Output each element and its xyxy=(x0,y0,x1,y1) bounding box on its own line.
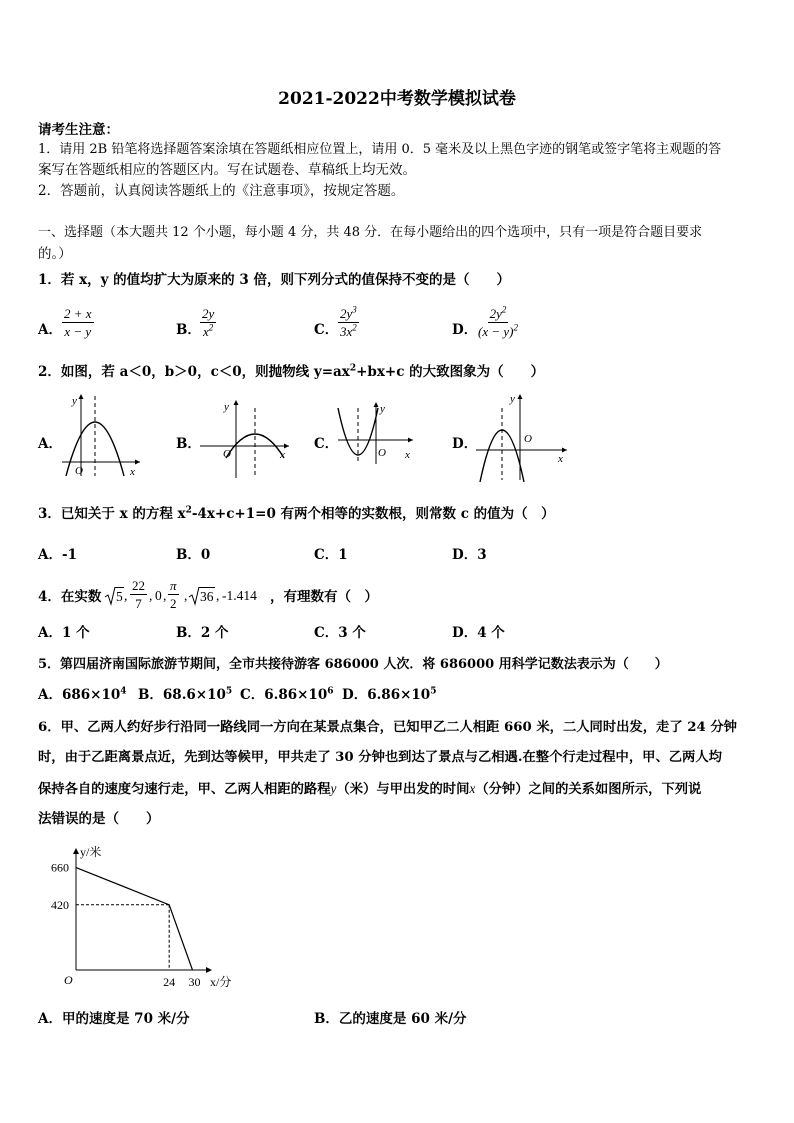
q3-stem: 3．已知关于 x 的方程 $x^2-4x+c+1=0$ 有两个相等的实数根，则常数 c 的值为（ ） xyxy=(38,505,555,522)
q2-option-d-graph xyxy=(472,390,572,482)
x-axis-label: x xyxy=(280,449,285,461)
y-axis-arrow xyxy=(234,400,239,405)
y-axis-label: y xyxy=(380,403,385,415)
q3-option-b: B．0 xyxy=(176,547,211,563)
q2-option-d-label: D． xyxy=(452,436,478,452)
q4-stem-prefix: 4．在实数 xyxy=(38,589,102,605)
q2-option-b-label: B． xyxy=(176,436,201,452)
notice-line-3: 2．答题前，认真阅读答题纸上的《注意事项》，按规定答题。 xyxy=(38,183,405,199)
q1-c-numerator: $2y^3$ xyxy=(340,304,357,321)
y-axis-label: y/米 xyxy=(80,845,102,859)
x-axis-arrow xyxy=(206,967,212,973)
q6-line-2: 时，由于乙距离景点近，先到达等候甲，甲共走了 30 分钟也到达了景点与乙相遇.在整个行走过程中，甲、乙两人均 xyxy=(38,750,722,765)
x-tick-24: 24 xyxy=(163,975,176,989)
x-axis-arrow xyxy=(135,460,140,465)
q4-option-d: D．4 个 xyxy=(452,625,505,641)
q5-option-b: B．$68.6\times 10^5$ xyxy=(138,686,233,703)
q5-option-d: D．$6.86\times 10^5$ xyxy=(342,686,437,703)
q5-option-a: A．$686\times 10^4$ xyxy=(38,686,127,703)
q2-option-c-graph xyxy=(334,398,416,466)
q3-option-c: C．1 xyxy=(314,547,348,563)
q6-distance-time-graph xyxy=(40,840,240,994)
x-axis-label: x/分 xyxy=(210,975,232,989)
q2-option-c-label: C． xyxy=(314,436,339,452)
q1-option-a-label: A． xyxy=(38,322,62,338)
q4-comma: , xyxy=(124,588,128,603)
q1-b-denominator: $x^2$ xyxy=(203,322,214,339)
y-axis-arrow xyxy=(73,848,79,854)
q3-option-a: A．-1 xyxy=(38,547,77,563)
q4-comma: , xyxy=(163,588,167,603)
page-title: 2021-2022中考数学模拟试卷 xyxy=(278,89,516,109)
q4-fraction-pi-2: $\frac{\pi}{2}$ xyxy=(170,578,177,611)
q4-comma: , xyxy=(216,588,220,603)
q1-option-c-fraction xyxy=(338,306,359,339)
q4-option-b: B．2 个 xyxy=(176,625,229,641)
q4-fraction-22-7: $\frac{22}{7}$ xyxy=(132,578,145,611)
q4-last-number: -1.414 xyxy=(222,588,257,603)
q3-option-d: D．3 xyxy=(452,547,487,563)
q1-option-b-fraction xyxy=(200,306,216,339)
q1-option-a-fraction xyxy=(62,306,94,339)
x-axis-label: x xyxy=(558,453,563,465)
y-axis-arrow xyxy=(79,394,84,399)
q1-option-d-fraction xyxy=(476,306,520,339)
q4-stem-suffix: ，有理数有（ ） xyxy=(270,589,378,605)
x-axis-arrow xyxy=(408,438,413,443)
q1-option-b-label: B． xyxy=(176,322,201,338)
q2-option-a-label: A． xyxy=(38,436,62,452)
origin-label: O xyxy=(378,447,386,459)
q4-comma: , xyxy=(184,588,188,603)
y-tick-420: 420 xyxy=(51,897,69,912)
q1-option-d-label: D． xyxy=(452,322,478,338)
q4-comma: , xyxy=(149,588,153,603)
section-heading-line-2: 的。） xyxy=(38,246,72,262)
q6-option-a: A．甲的速度是 70 米/分 xyxy=(38,1011,190,1027)
y-axis-label: y xyxy=(72,395,77,407)
notice-line-1: 1．请用 2B 铅笔将选择题答案涂填在答题纸相应位置上，请用 0．5 毫米及以上黑色字迹的钢笔或签字笔将主观题的答 xyxy=(38,142,722,157)
q4-option-c: C．3 个 xyxy=(314,625,366,641)
origin-label: O xyxy=(64,973,73,987)
q4-zero: 0 xyxy=(155,588,162,603)
origin-label: O xyxy=(75,465,83,477)
q1-a-numerator: 2 + x xyxy=(64,306,92,321)
origin-label: O xyxy=(524,433,532,445)
q5-stem: 5．第四届济南国际旅游节期间，全市共接待游客 686000 人次．将 686000 用科学记数法表示为（ ） xyxy=(38,657,668,672)
q2-option-a-graph xyxy=(58,390,142,478)
q1-stem: 1．若 x，y 的值均扩大为原来的 3 倍，则下列分式的值保持不变的是（ ） xyxy=(38,272,510,288)
q6-line-3: 保持各自的速度匀速行走，甲、乙两人相距的路程y（米）与甲出发的时间x（分钟）之间的关系如图所示，下列说 xyxy=(38,781,702,797)
y-axis-arrow xyxy=(374,402,379,407)
origin-label: O xyxy=(223,448,231,460)
notice-heading: 请考生注意： xyxy=(38,122,119,138)
x-axis-label: x xyxy=(130,466,135,478)
q1-b-numerator: 2y xyxy=(202,306,215,321)
y-axis-label: y xyxy=(510,393,515,405)
x-axis-arrow xyxy=(284,444,289,449)
q1-d-numerator: $2y^2$ xyxy=(489,304,507,321)
x-axis-label: x xyxy=(405,449,410,461)
q1-c-denominator: $3x^2$ xyxy=(340,322,357,339)
q5-option-c: C．$6.86\times 10^6$ xyxy=(240,686,334,703)
q2-option-b-graph xyxy=(196,396,292,480)
section-heading-line-1: 一、选择题（本大题共 12 个小题，每小题 4 分，共 48 分．在每小题给出的四个选项中，只有一项是符合题目要求 xyxy=(38,225,703,240)
q6-line-1: 6．甲、乙两人约好步行沿同一路线同一方向在某景点集合，已知甲乙二人相距 660 米，二人同时出发，走了 24 分钟 xyxy=(38,720,737,735)
y-tick-660: 660 xyxy=(51,860,69,875)
q2-stem: 2．如图，若 a＜0，b＞0，c＜0，则抛物线 $y=ax^2+bx+c$ 的大致图象为（ ） xyxy=(38,363,545,380)
x-tick-30: 30 xyxy=(188,975,201,989)
notice-line-2: 案写在答题纸相应的答题区内。写在试题卷、草稿纸上均无效。 xyxy=(38,162,416,178)
q4-option-a: A．1 个 xyxy=(38,625,90,641)
q6-line-4: 法错误的是（ ） xyxy=(38,811,160,827)
q1-a-denominator: x − y xyxy=(64,324,92,339)
q4-sqrt36-value: 36 xyxy=(200,589,214,604)
y-axis-label: y xyxy=(224,401,229,413)
distance-line xyxy=(76,868,192,970)
q4-sqrt5-value: 5 xyxy=(116,589,123,604)
q6-option-b: B．乙的速度是 60 米/分 xyxy=(314,1011,467,1027)
q1-option-c-label: C． xyxy=(314,322,339,338)
y-axis-arrow xyxy=(518,394,523,399)
q1-d-denominator: $(x - y)^2$ xyxy=(478,322,518,339)
x-axis-arrow xyxy=(562,448,567,453)
